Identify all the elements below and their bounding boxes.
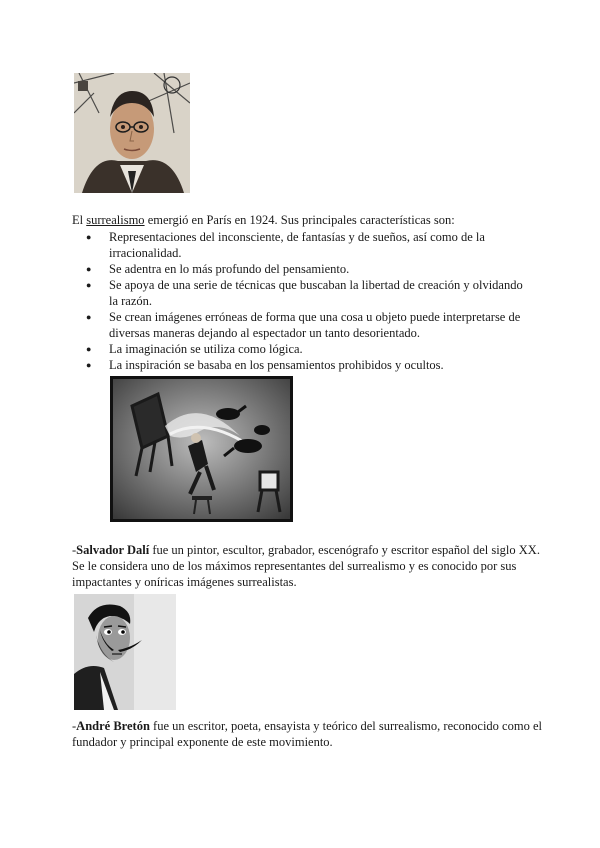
dali-paragraph <box>72 542 542 590</box>
surrealist-photo <box>110 376 293 522</box>
list-item: ● Se crean imágenes erróneas de forma que una cosa u objeto puede interpretarse de diversas maneras dejando al espectador un tanto desorientado. <box>72 309 532 341</box>
breton-name: André Bretón <box>76 719 150 733</box>
portrait-photo-top <box>74 73 190 193</box>
breton-prefix: - <box>72 719 77 733</box>
intro-paragraph <box>72 212 542 228</box>
list-item: ● Se adentra en lo más profundo del pensamiento. <box>72 261 532 277</box>
breton-paragraph <box>72 718 542 750</box>
intro-prefix: El <box>72 213 87 227</box>
list-item: ● Representaciones del inconsciente, de fantasías y de sueños, así como de la irracionalidad. <box>72 229 532 261</box>
dali-prefix: - <box>72 543 77 557</box>
list-item: ● La inspiración se basaba en los pensamientos prohibidos y ocultos. <box>72 357 532 373</box>
breton-text: fue un escritor, poeta, ensayista y teórico del surrealismo, reconocido como el fundador y principal exponente de este movimiento. <box>72 719 542 749</box>
intro-suffix: emergió en París en 1924. Sus principales características son: <box>144 213 455 227</box>
dali-text: fue un pintor, escultor, grabador, escenógrafo y escritor español del siglo XX. Se le considera uno de los máximos representantes del surrealismo y es conocido por sus impactantes y oníricas imágenes surrealistas. <box>72 543 540 589</box>
dali-name: Salvador Dalí <box>76 543 150 557</box>
dali-portrait-photo <box>74 594 176 710</box>
list-item: ● La imaginación se utiliza como lógica. <box>72 341 532 357</box>
features-list <box>72 229 532 373</box>
list-item: ● Se apoya de una serie de técnicas que buscaban la libertad de creación y olvidando la razón. <box>72 277 532 309</box>
surrealismo-term: surrealismo <box>86 213 145 227</box>
